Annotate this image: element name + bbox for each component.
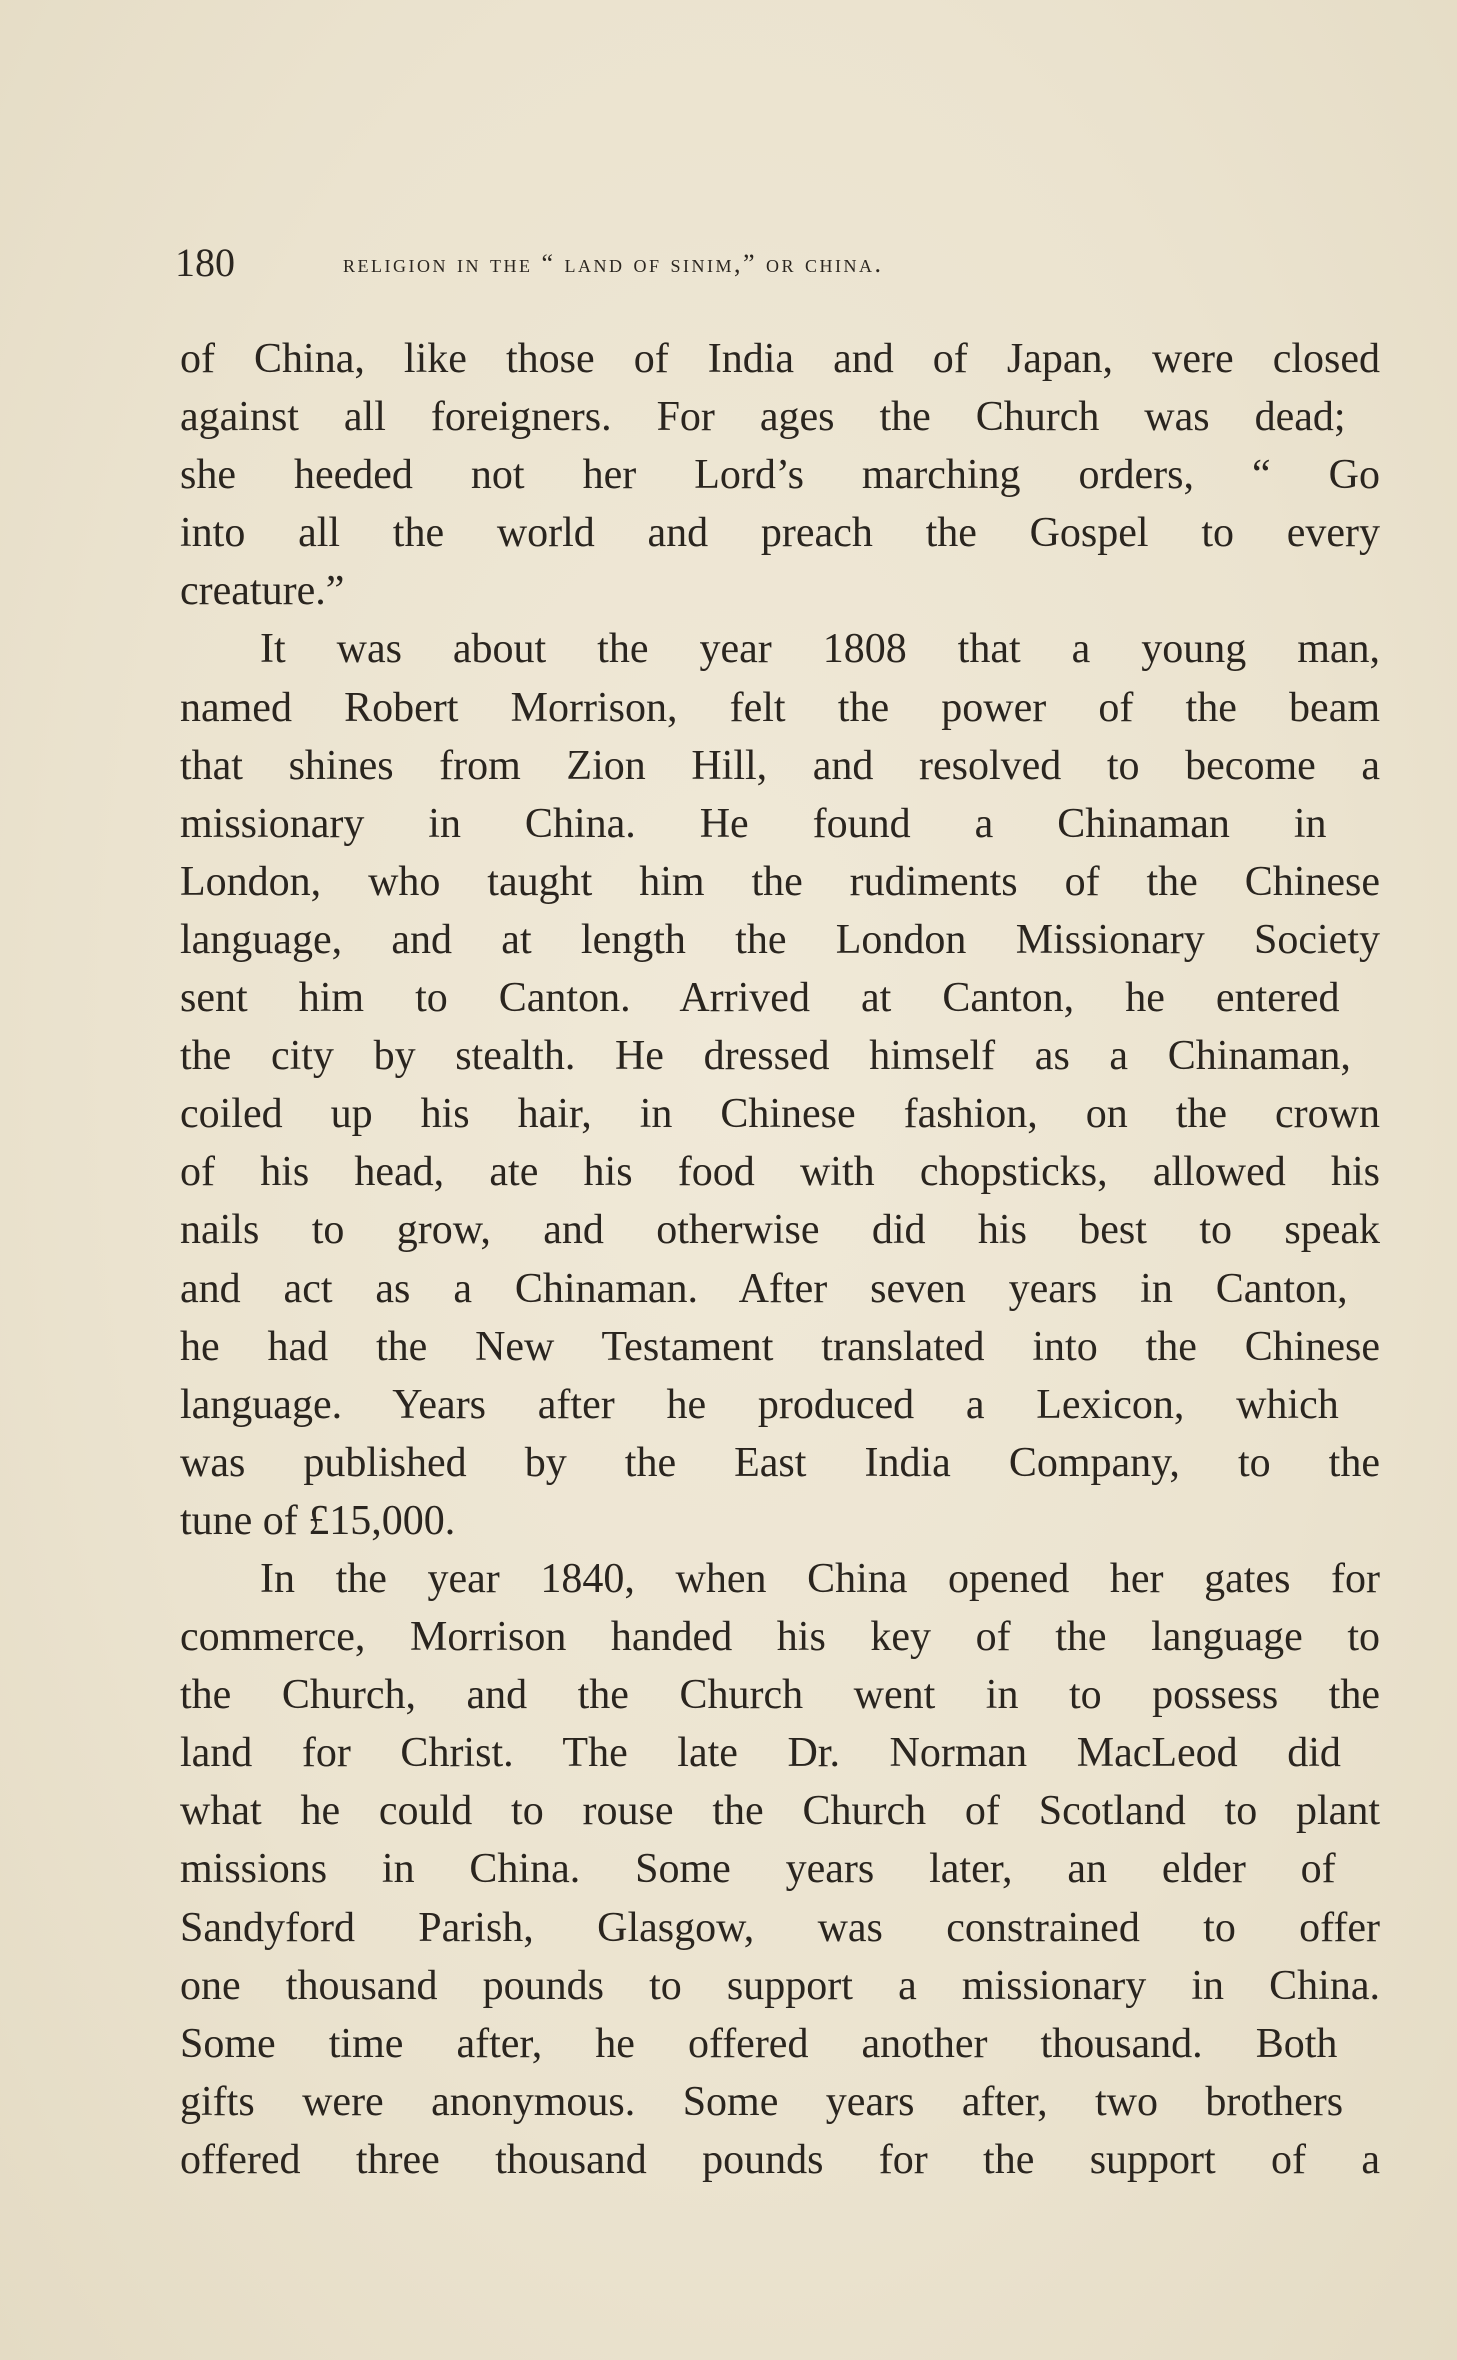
text-line: missions in China. Some years later, an elder of <box>180 1846 1336 1893</box>
text-line: tune of £15,000. <box>180 1497 456 1544</box>
text-line: missionary in China. He found a Chinaman in <box>180 800 1327 847</box>
text-line: land for Christ. The late Dr. Norman MacLeod did <box>180 1730 1341 1777</box>
text-line: she heeded not her Lord’s marching orders, “ Go <box>180 452 1380 499</box>
text-line: creature.” <box>180 568 345 615</box>
text-line: named Robert Morrison, felt the power of the beam <box>180 684 1380 731</box>
text-line: language, and at length the London Missionary Society <box>180 916 1380 963</box>
text-line: against all foreigners. For ages the Church was dead; <box>180 394 1346 441</box>
text-line: language. Years after he produced a Lexicon, which <box>180 1381 1339 1428</box>
text-line: coiled up his hair, in Chinese fashion, on the crown <box>180 1091 1380 1138</box>
text-line: the Church, and the Church went in to possess the <box>180 1672 1380 1719</box>
text-line: one thousand pounds to support a missionary in China. <box>180 1962 1380 2009</box>
text-line: sent him to Canton. Arrived at Canton, he entered <box>180 975 1340 1022</box>
page-number: 180 <box>175 240 235 285</box>
text-line: that shines from Zion Hill, and resolved to become a <box>180 742 1380 789</box>
text-line: of China, like those of India and of Japan, were closed <box>180 336 1380 382</box>
text-line: offered three thousand pounds for the support of a <box>180 2136 1380 2183</box>
text-line: the city by stealth. He dressed himself as a Chinaman, <box>180 1033 1351 1080</box>
text-line: commerce, Morrison handed his key of the language to <box>180 1614 1380 1661</box>
running-title: religion in the “ land of sinim,” or china. <box>343 249 884 278</box>
text-line: gifts were anonymous. Some years after, two brothers <box>180 2078 1344 2125</box>
text-line: It was about the year 1808 that a young man, <box>260 626 1380 673</box>
text-line: was published by the East India Company, to the <box>180 1439 1380 1486</box>
text-line: In the year 1840, when China opened her gates for <box>260 1555 1380 1602</box>
text-line: nails to grow, and otherwise did his best to speak <box>180 1207 1380 1254</box>
text-line: Some time after, he offered another thousand. Both <box>180 2020 1338 2067</box>
text-line: London, who taught him the rudiments of the Chinese <box>180 858 1380 905</box>
text-line: of his head, ate his food with chopsticks, allowed his <box>180 1149 1380 1196</box>
text-line: what he could to rouse the Church of Scotland to plant <box>180 1788 1380 1835</box>
text-line: and act as a Chinaman. After seven years in Canton, <box>180 1265 1348 1312</box>
text-line: Sandyford Parish, Glasgow, was constrained to offer <box>180 1904 1380 1951</box>
page-header <box>175 238 1265 288</box>
body-text <box>180 330 1380 2189</box>
text-line: he had the New Testament translated into the Chinese <box>180 1323 1380 1370</box>
text-line: into all the world and preach the Gospel to every <box>180 510 1380 557</box>
